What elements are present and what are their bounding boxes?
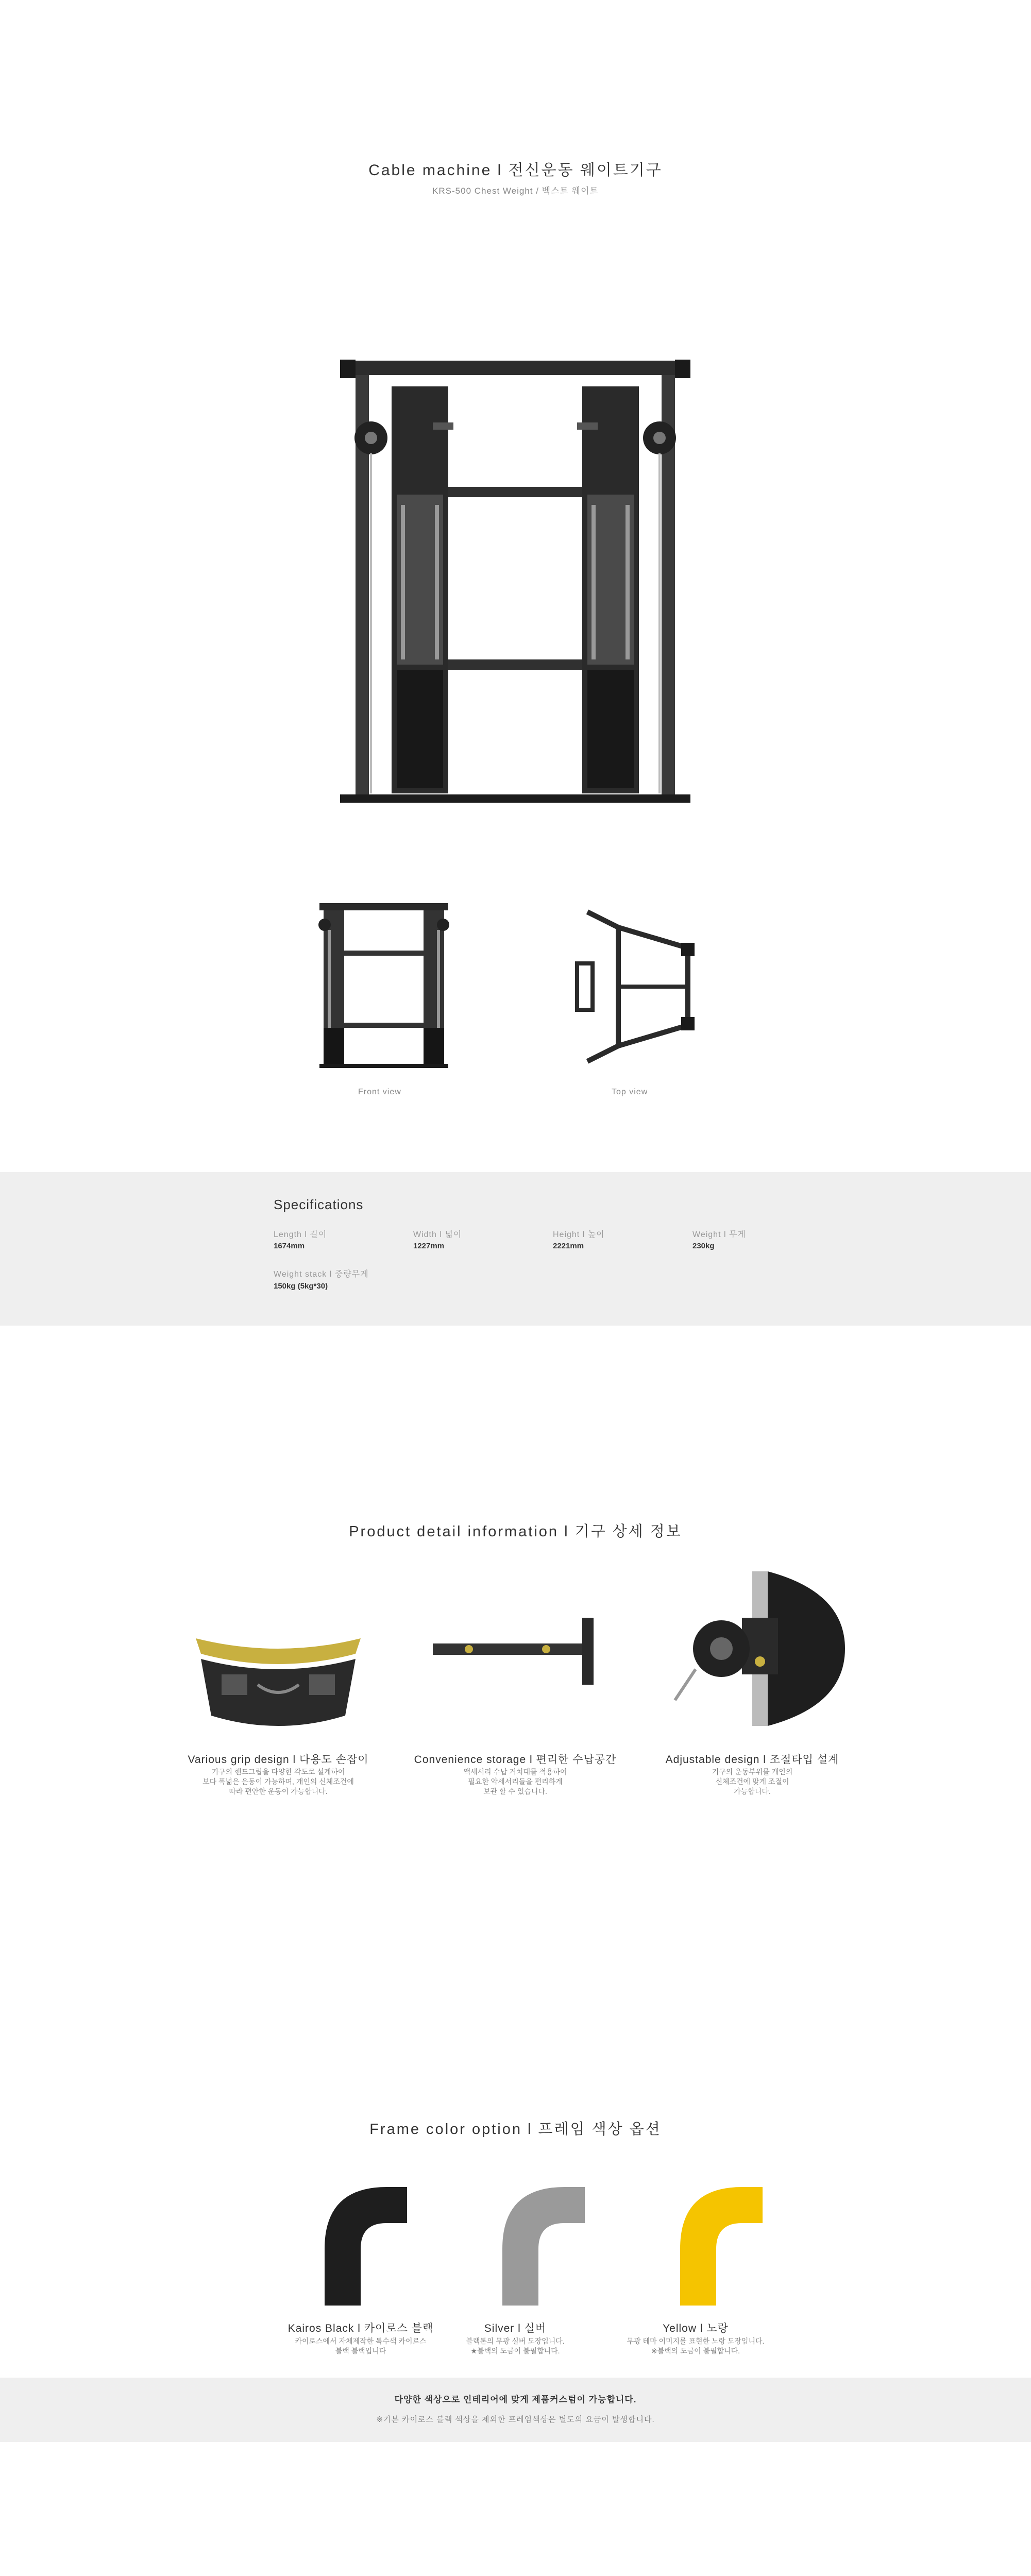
top-view-label: Top view	[612, 1088, 648, 1096]
spec-weight-value: 230kg	[692, 1242, 715, 1250]
detail-heading: Product detail information l 기구 상세 정보	[349, 1523, 682, 1540]
feature-storage-title: Convenience storage l 편리한 수납공간	[414, 1754, 617, 1766]
color-silver-desc-2: ★블랙의 도금이 불필합니다.	[470, 2347, 560, 2355]
color-silver-desc-1: 블랙톤의 무광 실버 도장입니다.	[466, 2337, 565, 2345]
color-black-name: Kairos Black l 카이로스 블랙	[288, 2323, 434, 2334]
color-yellow-desc-1: 무광 테마 이미지를 표현한 노랑 도장입니다.	[627, 2337, 765, 2345]
silver-frame-swatch	[487, 2177, 590, 2311]
page-title: Cable machine l 전신운동 웨이트기구	[368, 162, 663, 179]
spec-width-value: 1227mm	[413, 1242, 445, 1250]
spec-length-value: 1674mm	[274, 1242, 305, 1250]
feature-grip-desc-3: 따라 편안한 운동이 가능합니다.	[229, 1787, 328, 1795]
feature-storage-desc-3: 보관 할 수 있습니다.	[483, 1787, 547, 1795]
spec-height-value: 2221mm	[553, 1242, 584, 1250]
feature-storage-desc-2: 필요한 악세서리들을 편리하게	[468, 1777, 563, 1786]
spec-weight-stack-value: 150kg (5kg*30)	[274, 1282, 328, 1291]
feature-grip-title: Various grip design l 다용도 손잡이	[188, 1754, 369, 1766]
front-view-image	[314, 899, 453, 1074]
cable-machine-main-image	[319, 350, 711, 829]
top-view-image	[572, 902, 701, 1072]
color-yellow-name: Yellow l 노랑	[663, 2323, 729, 2334]
spec-length-label: Length l 길이	[274, 1230, 327, 1239]
color-silver-name: Silver l 실버	[484, 2323, 547, 2334]
feature-storage-desc-1: 액세서리 수납 거치대를 적용하여	[463, 1768, 567, 1776]
spec-weight-label: Weight l 무게	[692, 1230, 746, 1239]
feature-adjustable-desc-3: 가능합니다.	[734, 1787, 771, 1795]
yellow-frame-swatch	[665, 2177, 768, 2311]
color-yellow-desc-2: ※블랙의 도금이 불필합니다.	[651, 2347, 740, 2355]
grip-detail-image	[191, 1628, 366, 1731]
feature-adjustable-desc-2: 신체조건에 맞게 조절이	[715, 1777, 789, 1786]
color-note-primary: 다양한 색상으로 인테리어에 맞게 제품커스텀이 가능합니다.	[394, 2395, 637, 2404]
spec-weight-stack-label: Weight stack l 중량무게	[274, 1270, 369, 1279]
spec-height-label: Height l 높이	[553, 1230, 605, 1239]
feature-grip-desc-2: 보다 폭넓은 운동이 가능하며, 개인의 신체조건에	[202, 1777, 354, 1786]
spec-width-label: Width l 넓이	[413, 1230, 462, 1239]
color-black-desc-1: 카이로스에서 자체제작한 특수색 카이로스	[295, 2337, 427, 2345]
specifications-heading: Specifications	[274, 1197, 364, 1212]
color-note-band	[0, 2378, 1031, 2442]
feature-grip-desc-1: 기구의 핸드그립을 다양한 각도로 설계하여	[211, 1768, 345, 1776]
page-subtitle: KRS-500 Chest Weight / 벡스트 웨이트	[432, 186, 599, 196]
color-black-desc-2: 블랙 블랙입니다	[335, 2347, 386, 2355]
black-frame-swatch	[309, 2177, 412, 2311]
adjustable-detail-image	[665, 1571, 845, 1726]
color-heading: Frame color option l 프레임 색상 옵션	[369, 2121, 662, 2138]
storage-detail-image	[422, 1613, 608, 1695]
front-view-label: Front view	[358, 1088, 401, 1096]
color-note-secondary: ※기본 카이로스 블랙 색상을 제외한 프레임색상은 별도의 요금이 발생합니다.	[376, 2415, 655, 2424]
feature-adjustable-title: Adjustable design l 조절타입 설계	[665, 1754, 839, 1766]
specifications-band	[0, 1172, 1031, 1326]
feature-adjustable-desc-1: 기구의 운동부위를 개인의	[712, 1768, 793, 1776]
